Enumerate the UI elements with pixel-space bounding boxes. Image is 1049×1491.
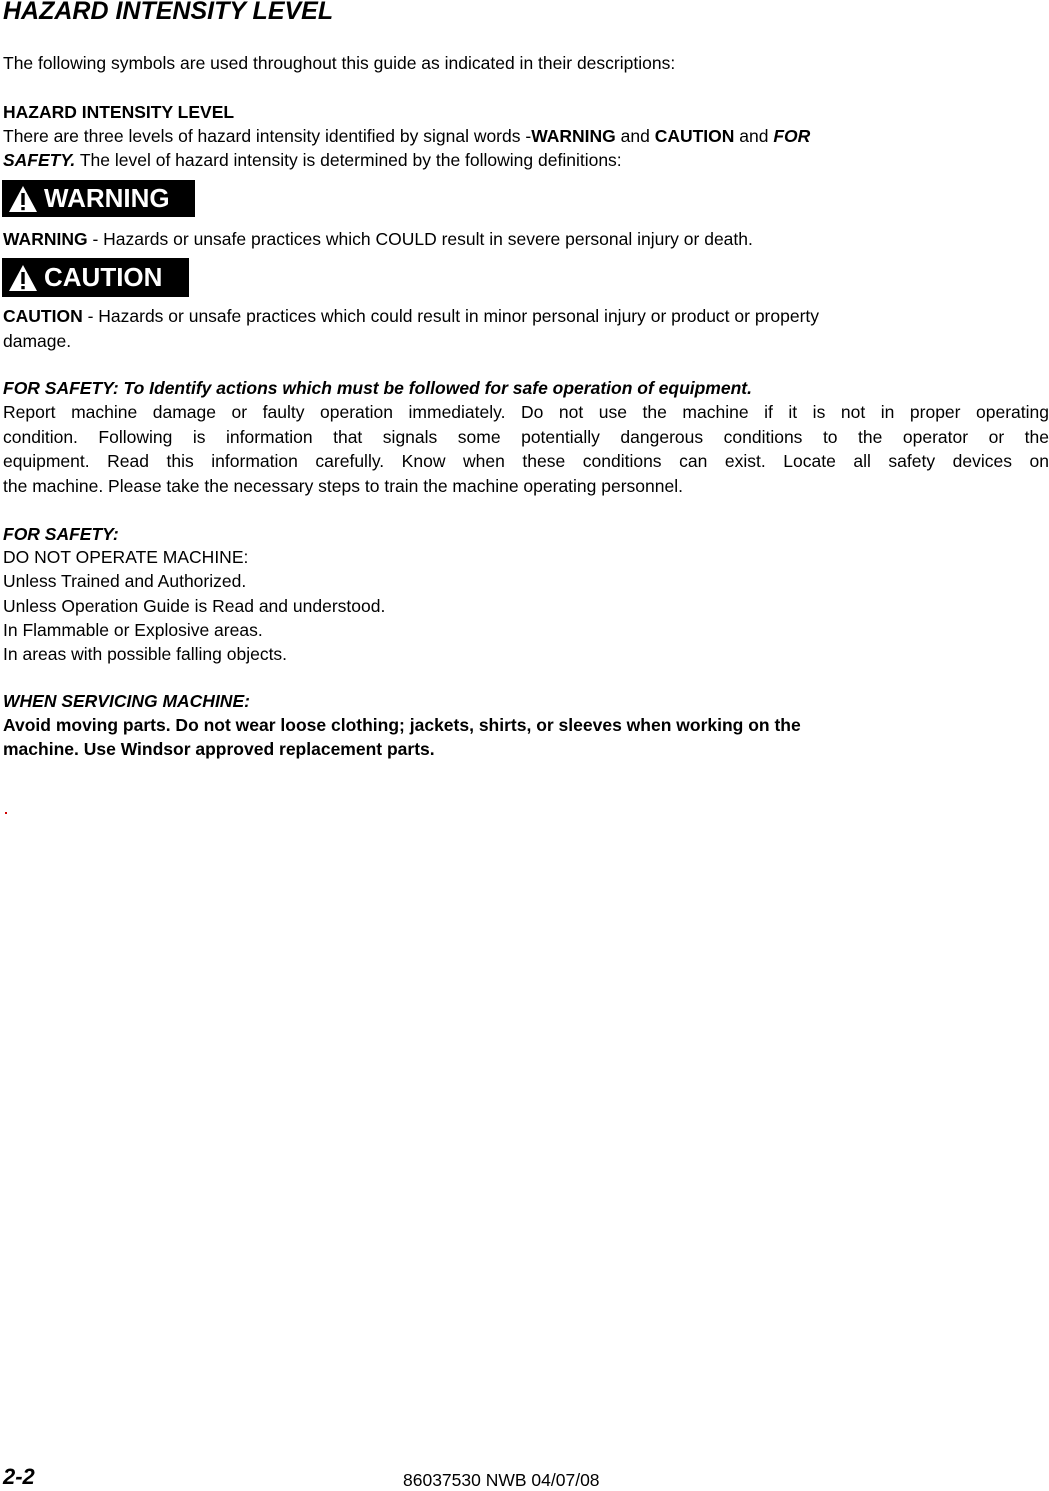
levels-line-2 <box>3 149 622 171</box>
servicing-heading: WHEN SERVICING MACHINE: <box>3 691 250 711</box>
levels-definition-text: The level of hazard intensity is determined by the following definitions: <box>75 150 622 170</box>
list-item: Unless Operation Guide is Read and understood. <box>3 596 386 616</box>
page-number: 2-2 <box>3 1464 35 1489</box>
servicing-text-line: machine. Use Windsor approved replacement parts. <box>3 739 435 759</box>
document-code: 86037530 NWB 04/07/08 <box>403 1470 600 1490</box>
safety-term: SAFETY. <box>3 150 76 170</box>
warning-triangle-icon <box>8 264 38 292</box>
for-safety-paragraph-line: Report machine damage or faulty operation immediately. Do not use the machine if it is not in proper operating <box>3 402 1049 422</box>
red-dot-mark <box>5 812 7 814</box>
caution-term: CAUTION <box>654 126 735 146</box>
caution-label <box>2 258 189 297</box>
levels-intro-text: There are three levels of hazard intensity identified by signal words - <box>3 126 532 146</box>
and-text: and <box>615 126 655 146</box>
list-item: In areas with possible falling objects. <box>3 644 288 664</box>
for-safety-paragraph-line: equipment. Read this information carefully. Know when these conditions can exist. Locate all safety devices on <box>3 451 1049 471</box>
servicing-text-line: Avoid moving parts. Do not wear loose clothing; jackets, shirts, or sleeves when working on the <box>3 715 801 735</box>
do-not-operate-heading: DO NOT OPERATE MACHINE: <box>3 547 249 567</box>
warning-definition-text: - Hazards or unsafe practices which COULD result in severe personal injury or death. <box>87 229 753 249</box>
and-text: and <box>734 126 774 146</box>
list-item: In Flammable or Explosive areas. <box>3 620 263 640</box>
for-safety-paragraph-line: condition. Following is information that signals some potentially dangerous conditions to the operator or the <box>3 427 1049 447</box>
section-heading: HAZARD INTENSITY LEVEL <box>3 102 235 122</box>
levels-line-1 <box>3 125 810 147</box>
list-item: Unless Trained and Authorized. <box>3 571 247 591</box>
for-safety-paragraph-line: the machine. Please take the necessary steps to train the machine operating personnel. <box>3 476 683 496</box>
warning-term: WARNING <box>3 229 88 249</box>
warning-label-text: WARNING <box>44 183 170 213</box>
warning-label <box>2 180 195 217</box>
warning-definition <box>3 228 753 250</box>
caution-label-text: CAUTION <box>44 262 163 292</box>
for-safety-heading: FOR SAFETY: To Identify actions which must be followed for safe operation of equipment. <box>3 378 752 398</box>
page-title: HAZARD INTENSITY LEVEL <box>3 0 334 25</box>
warning-term: WARNING <box>531 126 616 146</box>
caution-definition-line-2: damage. <box>3 331 72 351</box>
intro-text: The following symbols are used throughout this guide as indicated in their descriptions: <box>3 53 676 73</box>
for-safety-label: FOR SAFETY: <box>3 524 119 544</box>
caution-definition-line-1 <box>3 305 819 327</box>
caution-term: CAUTION <box>3 306 83 326</box>
for-term: FOR <box>773 126 811 146</box>
warning-triangle-icon <box>8 185 38 213</box>
caution-definition-text: - Hazards or unsafe practices which could result in minor personal injury or product or property <box>82 306 820 326</box>
